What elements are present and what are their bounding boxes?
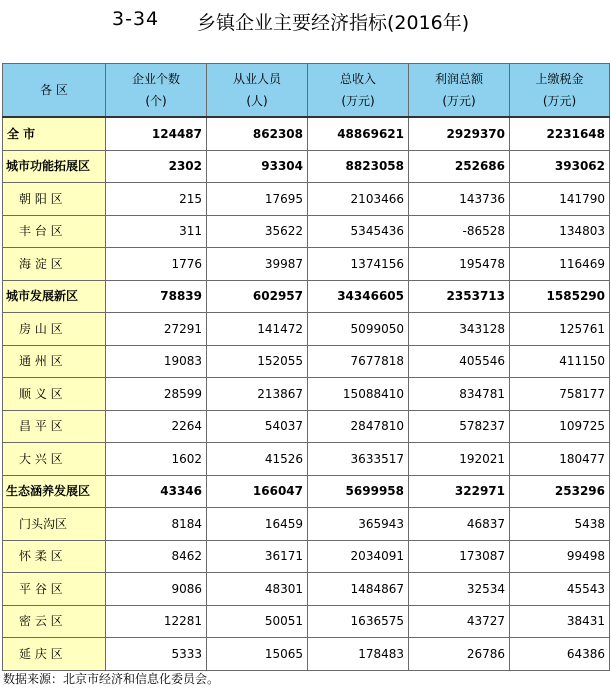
value-cell: 311 bbox=[106, 215, 207, 248]
value-cell: 393062 bbox=[510, 150, 610, 183]
value-cell: 2302 bbox=[106, 150, 207, 183]
value-cell: 32534 bbox=[409, 573, 510, 606]
header-employees: 从业人员 (人) bbox=[207, 64, 308, 118]
value-cell: 27291 bbox=[106, 313, 207, 346]
region-cell: 生态涵养发展区 bbox=[3, 475, 106, 508]
value-cell: 12281 bbox=[106, 605, 207, 638]
region-cell: 平 谷 区 bbox=[3, 573, 106, 606]
value-cell: 124487 bbox=[106, 117, 207, 150]
value-cell: 343128 bbox=[409, 313, 510, 346]
value-cell: 48301 bbox=[207, 573, 308, 606]
value-cell: 1374156 bbox=[308, 248, 409, 281]
region-cell: 朝 阳 区 bbox=[3, 183, 106, 216]
table-row bbox=[3, 475, 610, 508]
value-cell: 64386 bbox=[510, 638, 610, 671]
value-cell: 34346605 bbox=[308, 280, 409, 313]
table-row bbox=[3, 183, 610, 216]
value-cell: 2264 bbox=[106, 410, 207, 443]
value-cell: 405546 bbox=[409, 345, 510, 378]
value-cell: 192021 bbox=[409, 443, 510, 476]
value-cell: 213867 bbox=[207, 378, 308, 411]
value-cell: 758177 bbox=[510, 378, 610, 411]
value-cell: 46837 bbox=[409, 508, 510, 541]
value-cell: 28599 bbox=[106, 378, 207, 411]
header-total-income: 总收入 (万元) bbox=[308, 64, 409, 118]
table-body bbox=[3, 117, 610, 670]
value-cell: 43727 bbox=[409, 605, 510, 638]
value-cell: 45543 bbox=[510, 573, 610, 606]
table-row bbox=[3, 638, 610, 671]
value-cell: 8823058 bbox=[308, 150, 409, 183]
value-cell: 3633517 bbox=[308, 443, 409, 476]
region-cell: 密 云 区 bbox=[3, 605, 106, 638]
value-cell: 93304 bbox=[207, 150, 308, 183]
table-row bbox=[3, 313, 610, 346]
table-row bbox=[3, 280, 610, 313]
data-source-note: 数据来源：北京市经济和信息化委员会。 bbox=[3, 672, 220, 686]
table-row bbox=[3, 573, 610, 606]
value-cell: 15088410 bbox=[308, 378, 409, 411]
value-cell: 35622 bbox=[207, 215, 308, 248]
header-total-profit: 利润总额 (万元) bbox=[409, 64, 510, 118]
value-cell: 862308 bbox=[207, 117, 308, 150]
value-cell: 215 bbox=[106, 183, 207, 216]
region-cell: 昌 平 区 bbox=[3, 410, 106, 443]
value-cell: 109725 bbox=[510, 410, 610, 443]
region-cell: 城市发展新区 bbox=[3, 280, 106, 313]
value-cell: 38431 bbox=[510, 605, 610, 638]
table-row bbox=[3, 378, 610, 411]
value-cell: 54037 bbox=[207, 410, 308, 443]
value-cell: 48869621 bbox=[308, 117, 409, 150]
value-cell: 50051 bbox=[207, 605, 308, 638]
value-cell: 2929370 bbox=[409, 117, 510, 150]
value-cell: 39987 bbox=[207, 248, 308, 281]
header-enterprises: 企业个数 (个) bbox=[106, 64, 207, 118]
value-cell: 2231648 bbox=[510, 117, 610, 150]
value-cell: 1602 bbox=[106, 443, 207, 476]
value-cell: 602957 bbox=[207, 280, 308, 313]
value-cell: 134803 bbox=[510, 215, 610, 248]
value-cell: 116469 bbox=[510, 248, 610, 281]
value-cell: -86528 bbox=[409, 215, 510, 248]
region-cell: 房 山 区 bbox=[3, 313, 106, 346]
table-row bbox=[3, 540, 610, 573]
value-cell: 99498 bbox=[510, 540, 610, 573]
table-row bbox=[3, 117, 610, 150]
value-cell: 195478 bbox=[409, 248, 510, 281]
value-cell: 1484867 bbox=[308, 573, 409, 606]
value-cell: 5438 bbox=[510, 508, 610, 541]
table-row bbox=[3, 150, 610, 183]
table-row bbox=[3, 215, 610, 248]
value-cell: 180477 bbox=[510, 443, 610, 476]
value-cell: 834781 bbox=[409, 378, 510, 411]
table-title: 乡镇企业主要经济指标(2016年) bbox=[197, 12, 470, 34]
table-row bbox=[3, 345, 610, 378]
value-cell: 141790 bbox=[510, 183, 610, 216]
region-cell: 大 兴 区 bbox=[3, 443, 106, 476]
value-cell: 15065 bbox=[207, 638, 308, 671]
region-cell: 通 州 区 bbox=[3, 345, 106, 378]
value-cell: 41526 bbox=[207, 443, 308, 476]
page-title bbox=[0, 6, 611, 38]
region-cell: 怀 柔 区 bbox=[3, 540, 106, 573]
value-cell: 36171 bbox=[207, 540, 308, 573]
value-cell: 411150 bbox=[510, 345, 610, 378]
value-cell: 7677818 bbox=[308, 345, 409, 378]
value-cell: 578237 bbox=[409, 410, 510, 443]
region-cell: 顺 义 区 bbox=[3, 378, 106, 411]
region-cell: 全 市 bbox=[3, 117, 106, 150]
value-cell: 5699958 bbox=[308, 475, 409, 508]
table-number: 3-34 bbox=[112, 8, 160, 30]
table-row bbox=[3, 508, 610, 541]
value-cell: 2034091 bbox=[308, 540, 409, 573]
region-cell: 延 庆 区 bbox=[3, 638, 106, 671]
value-cell: 141472 bbox=[207, 313, 308, 346]
table-row bbox=[3, 248, 610, 281]
table-row bbox=[3, 410, 610, 443]
value-cell: 19083 bbox=[106, 345, 207, 378]
indicator-table bbox=[2, 63, 610, 671]
region-cell: 城市功能拓展区 bbox=[3, 150, 106, 183]
value-cell: 2103466 bbox=[308, 183, 409, 216]
value-cell: 16459 bbox=[207, 508, 308, 541]
value-cell: 9086 bbox=[106, 573, 207, 606]
header-row bbox=[3, 64, 610, 118]
value-cell: 152055 bbox=[207, 345, 308, 378]
value-cell: 8184 bbox=[106, 508, 207, 541]
header-region: 各 区 bbox=[3, 64, 106, 118]
value-cell: 125761 bbox=[510, 313, 610, 346]
value-cell: 2847810 bbox=[308, 410, 409, 443]
region-cell: 海 淀 区 bbox=[3, 248, 106, 281]
value-cell: 43346 bbox=[106, 475, 207, 508]
value-cell: 322971 bbox=[409, 475, 510, 508]
table-row bbox=[3, 605, 610, 638]
value-cell: 173087 bbox=[409, 540, 510, 573]
value-cell: 5345436 bbox=[308, 215, 409, 248]
value-cell: 2353713 bbox=[409, 280, 510, 313]
value-cell: 1636575 bbox=[308, 605, 409, 638]
value-cell: 17695 bbox=[207, 183, 308, 216]
value-cell: 166047 bbox=[207, 475, 308, 508]
value-cell: 26786 bbox=[409, 638, 510, 671]
value-cell: 178483 bbox=[308, 638, 409, 671]
value-cell: 5333 bbox=[106, 638, 207, 671]
value-cell: 143736 bbox=[409, 183, 510, 216]
table-row bbox=[3, 443, 610, 476]
value-cell: 365943 bbox=[308, 508, 409, 541]
header-taxes-paid: 上缴税金 (万元) bbox=[510, 64, 610, 118]
value-cell: 78839 bbox=[106, 280, 207, 313]
region-cell: 门头沟区 bbox=[3, 508, 106, 541]
value-cell: 5099050 bbox=[308, 313, 409, 346]
value-cell: 1585290 bbox=[510, 280, 610, 313]
value-cell: 8462 bbox=[106, 540, 207, 573]
value-cell: 1776 bbox=[106, 248, 207, 281]
value-cell: 252686 bbox=[409, 150, 510, 183]
region-cell: 丰 台 区 bbox=[3, 215, 106, 248]
value-cell: 253296 bbox=[510, 475, 610, 508]
